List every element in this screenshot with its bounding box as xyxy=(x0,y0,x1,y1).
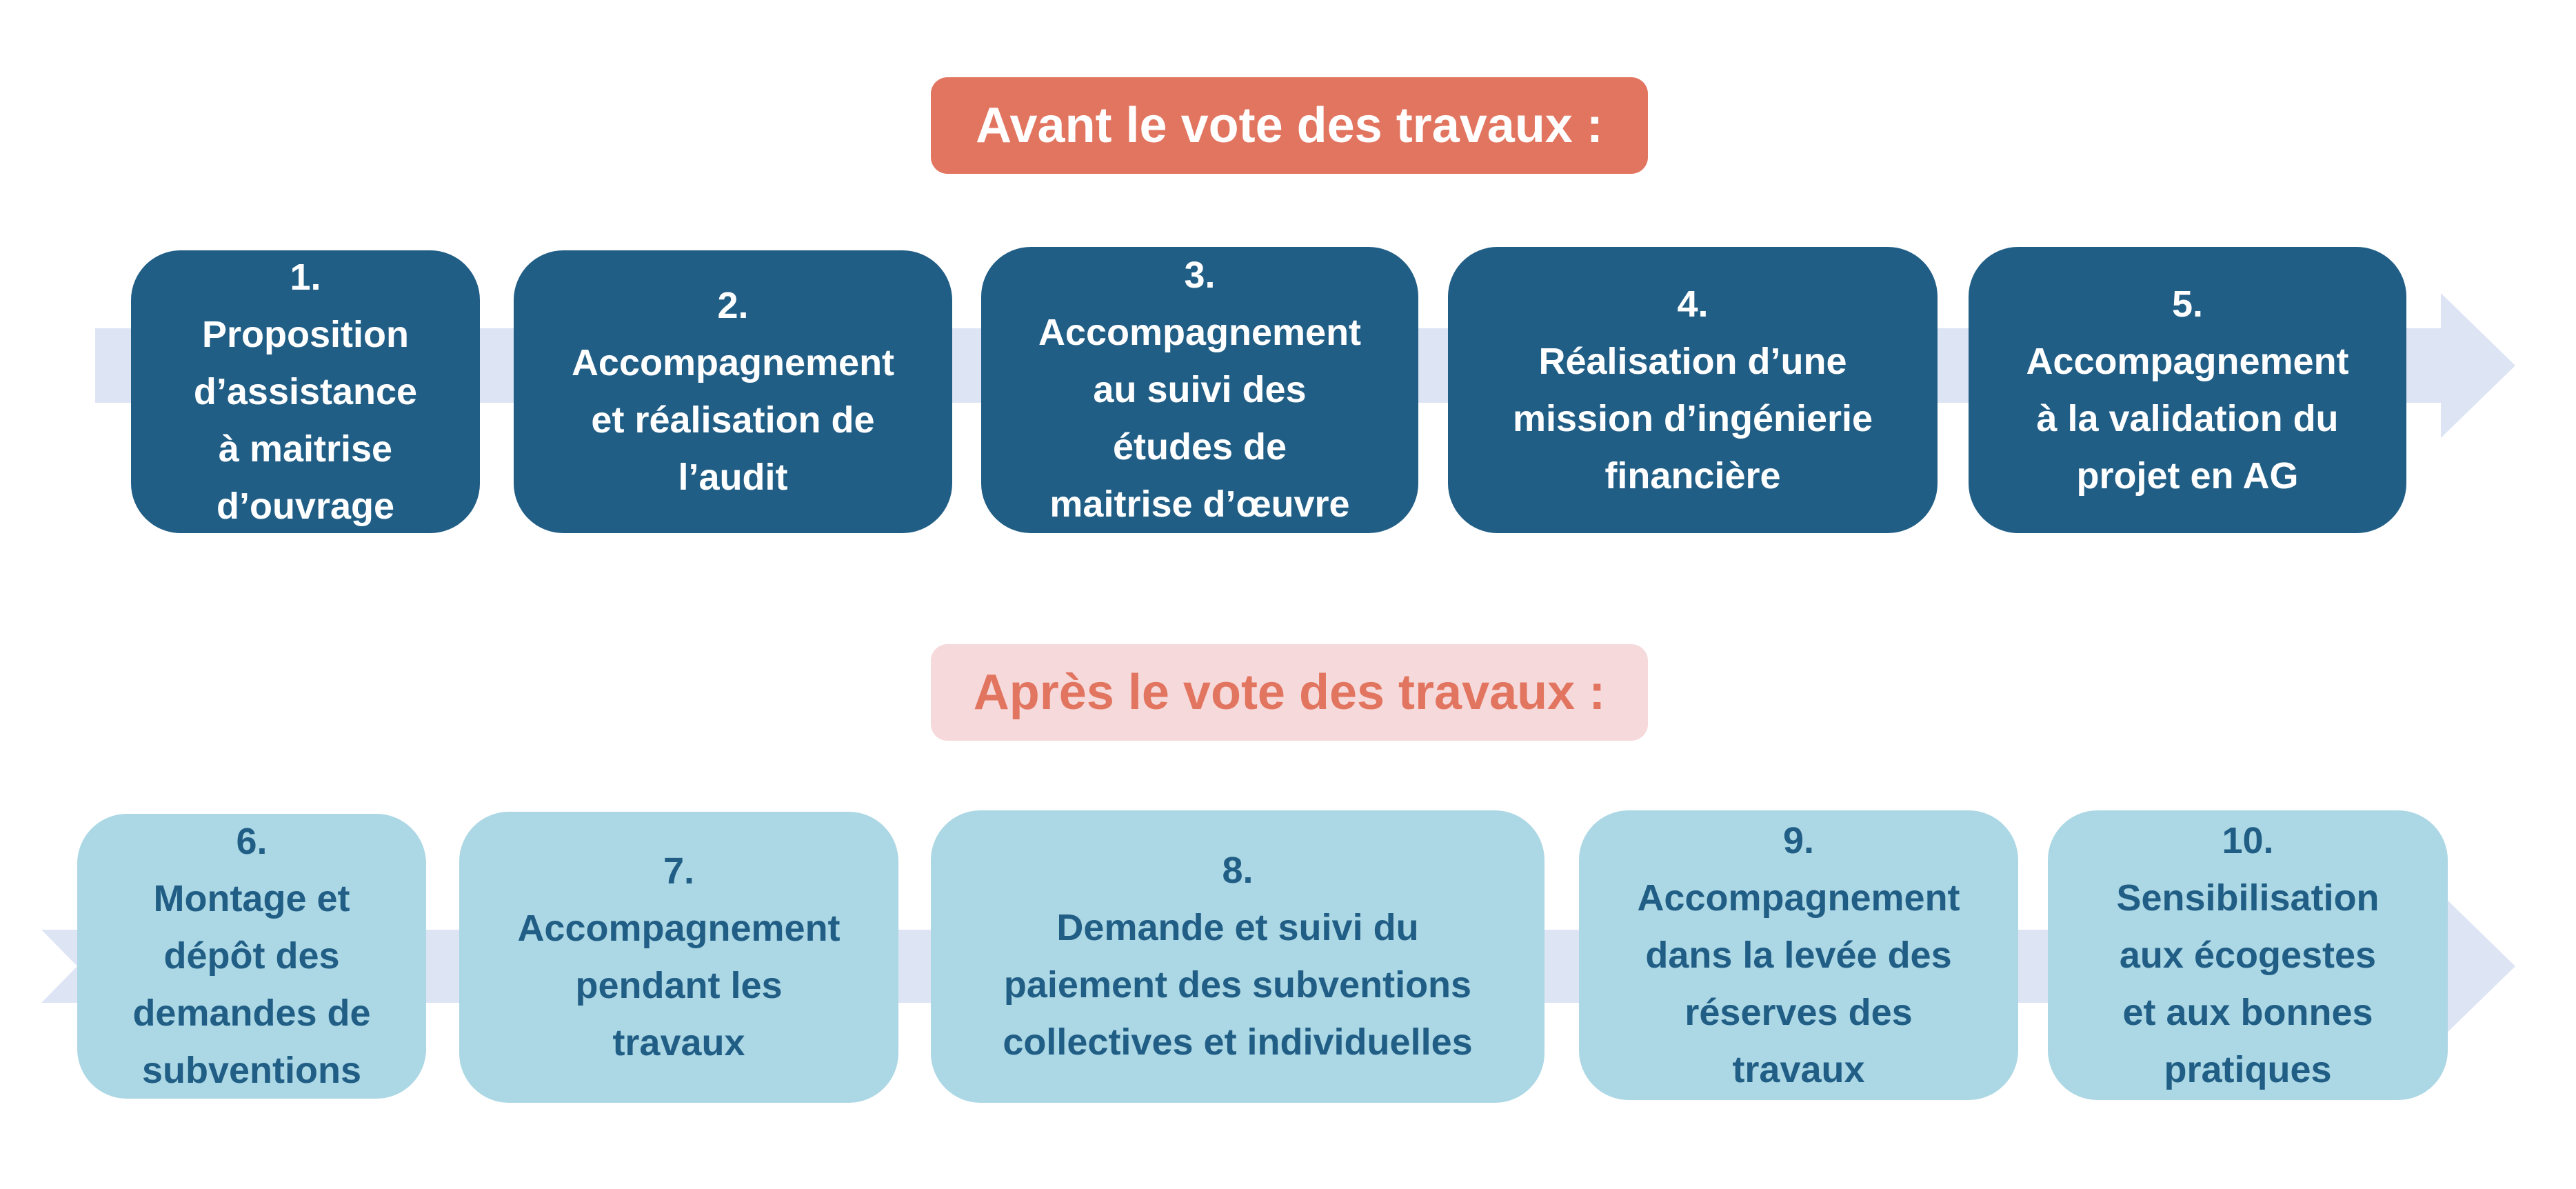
step-number: 6. xyxy=(236,821,268,862)
step-text-line: d’assistance xyxy=(193,370,418,412)
step-text-line: financière xyxy=(1604,454,1781,497)
step-text-line: paiement des subventions xyxy=(1003,964,1472,1006)
step-text-line: dans la levée des xyxy=(1645,934,1952,976)
step-4-box xyxy=(1448,247,1938,533)
step-text-line: projet en AG xyxy=(2076,454,2299,497)
step-text-line: travaux xyxy=(1732,1048,1865,1090)
step-text-line: d’ouvrage xyxy=(216,485,395,527)
step-text-line: l’audit xyxy=(678,457,788,498)
step-text-line: études de xyxy=(1112,426,1287,468)
step-number: 5. xyxy=(2171,283,2204,325)
step-text-line: à la validation du xyxy=(2036,397,2339,439)
step-text-line: Accompagnement xyxy=(517,908,841,949)
step-text-line: Accompagnement xyxy=(2026,340,2349,382)
step-number: 3. xyxy=(1184,254,1216,296)
step-text-line: Accompagnement xyxy=(1637,877,1960,919)
step-number: 7. xyxy=(663,850,695,892)
step-2-box xyxy=(514,250,952,533)
step-text-line: aux écogestes xyxy=(2119,934,2377,976)
step-number: 8. xyxy=(1222,850,1254,891)
step-1-box xyxy=(131,250,480,533)
step-text-line: demandes de xyxy=(132,992,371,1034)
step-text-line: mission d’ingénierie xyxy=(1512,397,1873,439)
step-text-line: au suivi des xyxy=(1093,369,1307,410)
step-text-line: et aux bonnes xyxy=(2122,991,2373,1033)
step-text-line: Accompagnement xyxy=(1038,312,1362,353)
step-text-line: maitrise d’œuvre xyxy=(1049,483,1350,525)
step-text-line: à maitrise xyxy=(218,428,393,470)
step-text-line: pendant les xyxy=(575,965,783,1006)
step-text-line: subventions xyxy=(141,1050,362,1091)
step-6-box xyxy=(77,814,426,1099)
step-text-line: Proposition xyxy=(202,313,409,355)
section-title-after: Après le vote des travaux : xyxy=(931,644,1648,741)
step-text-line: Réalisation d’une xyxy=(1538,340,1847,382)
step-5-box xyxy=(1969,247,2406,533)
step-text-line: Accompagnement xyxy=(571,342,895,383)
step-text-line: collectives et individuelles xyxy=(1003,1021,1473,1063)
section-title-before: Avant le vote des travaux : xyxy=(931,77,1648,174)
step-text-line: travaux xyxy=(612,1022,745,1063)
step-number: 9. xyxy=(1782,819,1815,861)
step-text-line: dépôt des xyxy=(163,935,340,977)
step-text-line: réserves des xyxy=(1684,991,1913,1033)
step-number: 10. xyxy=(2222,819,2274,861)
step-3-box xyxy=(981,247,1418,533)
step-7-box xyxy=(459,812,898,1103)
step-text-line: Sensibilisation xyxy=(2116,877,2379,919)
step-number: 2. xyxy=(717,285,749,326)
step-text-line: Montage et xyxy=(153,878,350,919)
step-number: 1. xyxy=(290,256,321,298)
step-number: 4. xyxy=(1677,283,1709,325)
step-9-box xyxy=(1579,810,2018,1100)
step-text-line: Demande et suivi du xyxy=(1056,907,1419,948)
step-text-line: et réalisation de xyxy=(591,399,875,441)
step-text-line: pratiques xyxy=(2164,1048,2332,1090)
step-8-box xyxy=(931,810,1544,1103)
step-10-box xyxy=(2048,810,2448,1100)
